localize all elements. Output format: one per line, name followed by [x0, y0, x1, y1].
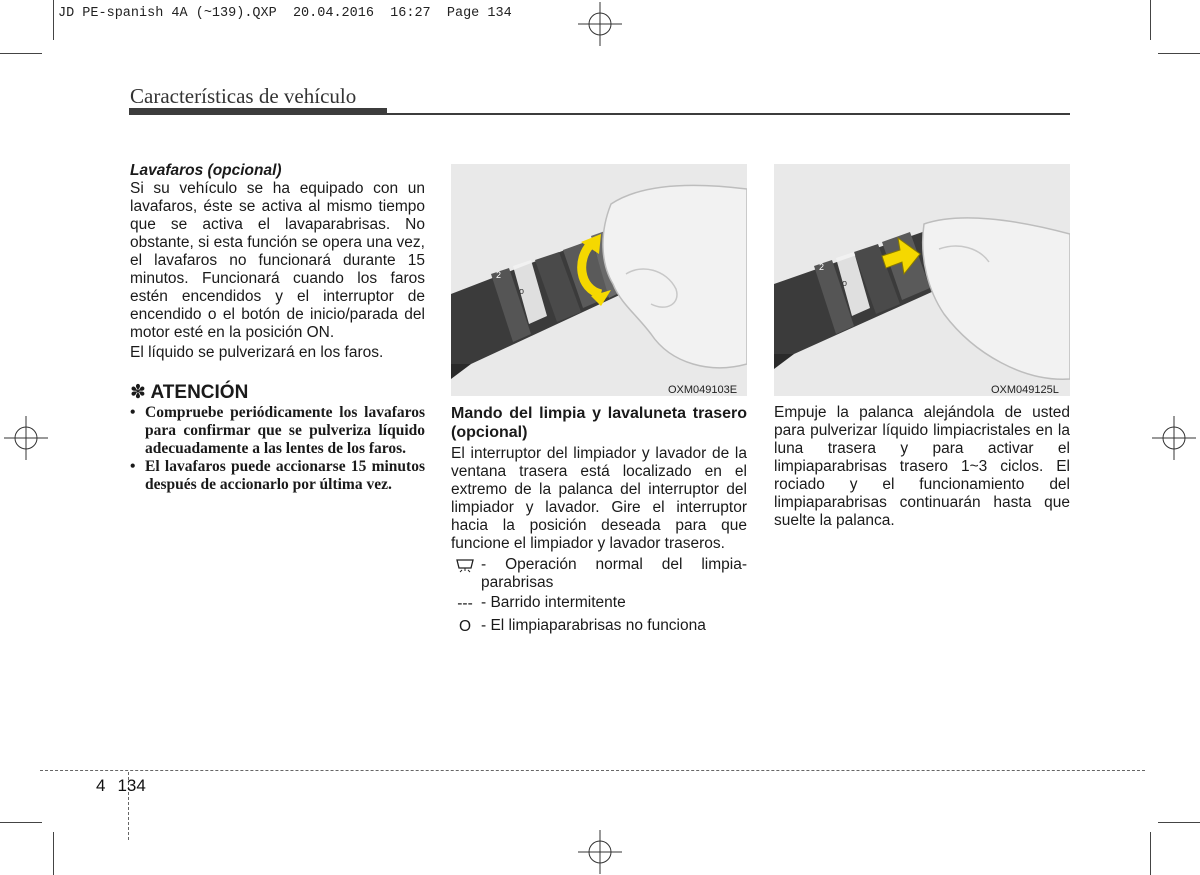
chapter-number: 4 [96, 776, 106, 795]
registration-mark-icon [578, 2, 622, 46]
figure-code: OXM049125L [991, 384, 1059, 396]
paragraph: El interruptor del limpiador y lavador de la ventana trasera está localizado en el extremo de la palanca del interruptor del limpiador y lavador. Gire el interruptor hacia la posición deseada para que funcione el limpiador y lavador traseros. [451, 445, 747, 552]
crop-mark [0, 822, 42, 823]
svg-text:2: 2 [496, 270, 502, 280]
svg-text:o: o [842, 278, 848, 288]
attention-item: • Compruebe periódicamente los lavafaros para confirmar que se pulveriza líquido adecuadamente a las lentes de los faros. [130, 404, 425, 458]
intermittent-dashes-icon: --- [457, 595, 473, 612]
wiper-lever-push-illustration [774, 164, 1070, 396]
washer-spray-icon [451, 556, 479, 592]
attention-item: • El lavafaros puede accionarse 15 minutos después de accionarlo por última vez. [130, 458, 425, 494]
middle-column [451, 404, 747, 636]
header-rule-thin [387, 113, 1070, 115]
off-circle-icon: O [458, 618, 472, 635]
legend-text: - Barrido intermitente [481, 594, 626, 611]
left-column [130, 162, 425, 494]
registration-mark-icon [4, 416, 48, 460]
crop-mark [1150, 832, 1151, 875]
crop-mark [0, 53, 42, 54]
attention-list [130, 404, 425, 494]
paragraph: El líquido se pulverizará en los faros. [130, 344, 384, 361]
page-number [96, 776, 146, 796]
subheading-headlamp-washer: Lavafaros (opcional) [130, 162, 282, 179]
page-number-value: 134 [117, 776, 146, 795]
crop-mark [1158, 822, 1200, 823]
legend-list [451, 556, 747, 636]
wiper-lever-rotate-illustration [451, 164, 747, 396]
figure-code: OXM049103E [668, 384, 738, 396]
right-column [774, 404, 1070, 530]
figure-rear-washer-push [774, 164, 1070, 396]
registration-mark-icon [1152, 416, 1196, 460]
attention-title: ✽ ATENCIÓN [130, 382, 249, 403]
svg-text:2: 2 [819, 262, 825, 272]
crop-mark [53, 832, 54, 875]
print-slug: JD PE-spanish 4A (~139).QXP 20.04.2016 16:27 Page 134 [58, 6, 512, 21]
crop-mark [53, 0, 54, 40]
footer-rule [40, 770, 1145, 771]
legend-item [451, 556, 747, 592]
svg-text:o: o [519, 286, 525, 296]
header-rule-thick [129, 108, 387, 115]
crop-mark [1158, 53, 1200, 54]
legend-item [451, 617, 747, 636]
legend-text: - Operación normal del limpia-parabrisas [481, 556, 747, 591]
paragraph: Si su vehículo se ha equipado con un lavafaros, éste se activa al mismo tiempo que se activa el lavaparabrisas. No obstante, si esta función se opera una vez, el lavafaros no funcionará durante 15 minutos. Funcionará cuando los faros estén encendidos y el interruptor de encendido o el botón de inicio/parada del motor esté en la posición ON. [130, 180, 425, 341]
crop-mark [1150, 0, 1151, 40]
paragraph: Empuje la palanca alejándola de usted para pulverizar líquido limpiacristales en la luna trasera y para activar el limpiaparabrisas trasero 1~3 ciclos. El rociado y el funcionamiento del limpiaparabrisas continuarán hasta que suelte la palanca. [774, 404, 1070, 529]
registration-mark-icon [578, 830, 622, 874]
legend-item [451, 594, 747, 613]
running-header: Características de vehículo [130, 84, 357, 108]
section-title: Mando del limpia y lavaluneta trasero (opcional) [451, 405, 747, 441]
legend-text: - El limpiaparabrisas no funciona [481, 617, 706, 634]
figure-rear-wiper-rotate [451, 164, 747, 396]
